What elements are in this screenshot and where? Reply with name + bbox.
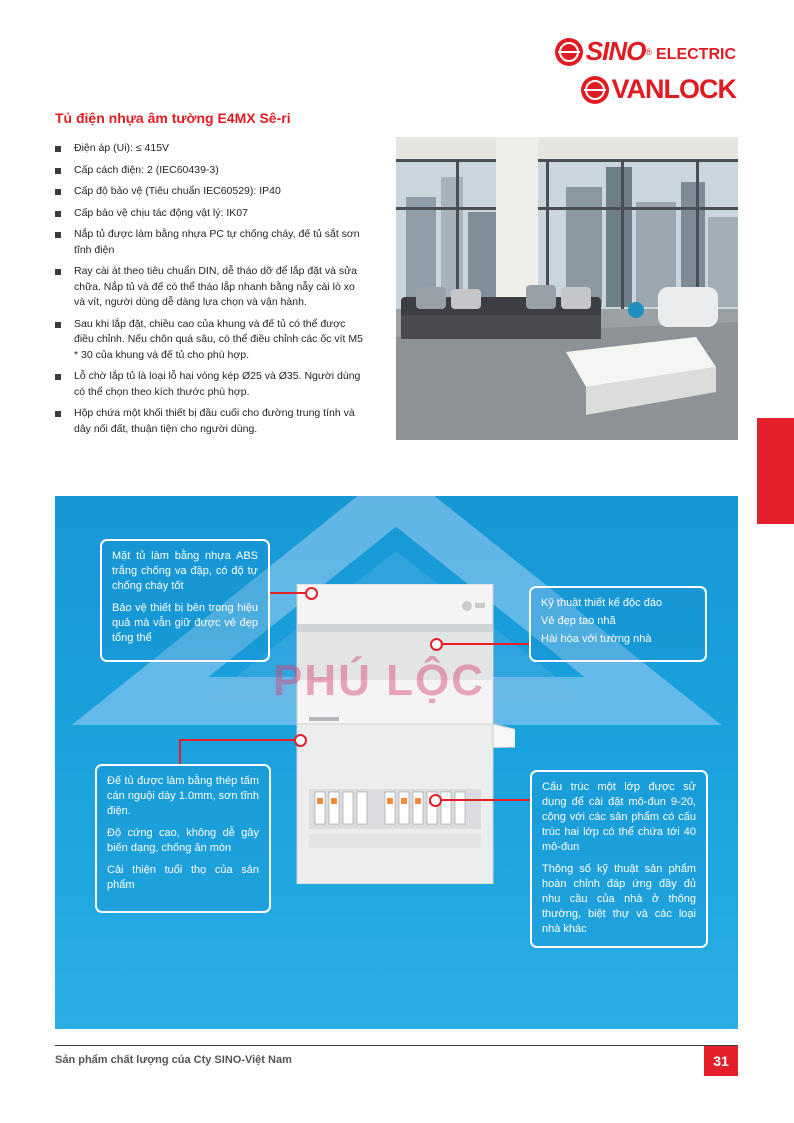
callout-text: Độ cứng cao, không dễ gây biến dạng, chống ăn mòn [107,827,259,854]
spec-item: Cấp độ bảo vệ (Tiêu chuẩn IEC60529): IP40 [55,184,365,200]
connector-dot [429,794,442,807]
spec-item: Ray cài át theo tiêu chuẩn DIN, dễ tháo dỡ để lắp đặt và sửa chữa. Nắp tủ và đế có thể tháo lắp nhanh bằng nẫy cài lò xo và vít, người dùng dễ dàng lựa chọn và vận hành. [55,264,365,311]
callout-text: Bảo vệ thiết bị bên trong hiệu quả mà vẫn giữ được vẻ đẹp tổng thể [112,602,258,644]
connector-line [270,592,310,594]
connector-line [179,739,181,764]
living-room-photo [396,137,738,440]
connector-line [440,643,529,645]
spec-item: Nắp tủ được làm bằng nhựa PC tự chống cháy, đế tủ sắt sơn tĩnh điện [55,227,365,258]
connector-dot [305,587,318,600]
registered-mark: ® [645,46,652,57]
connector-line [440,799,530,801]
callout-text: Cấu trúc một lớp được sử dụng để cài đặt mô-đun 9-20, cộng với các sản phẩm có cấu trúc hai lớp có thể chứa tới 40 mô-đun [542,781,696,853]
callout-cover-material [100,539,270,662]
vanlock-logo [581,74,737,105]
spec-item: Sau khi lắp đặt, chiều cao của khung và đế tủ có thể được điều chỉnh. Nếu chôn quá sâu, có thể điều chỉnh các ốc vít M5 * 30 của khung và đế tủ cho phù hợp. [55,317,365,364]
product-title: Tủ điện nhựa âm tường E4MX Sê-ri [55,110,291,126]
callout-structure [530,770,708,948]
callout-text: Cải thiện tuổi thọ của sản phẩm [107,864,259,891]
spec-item: Cấp cách điện: 2 (IEC60439-3) [55,163,365,179]
sino-logo-text: SINO [585,36,646,66]
callout-text: Hài hòa với tường nhà [541,633,652,645]
section-tab [757,418,794,524]
electric-logo-text: ELECTRIC [656,45,736,63]
brand-logos [556,36,736,108]
callout-text: Đế tủ được làm bằng thép tấm cán nguội dày 1.0mm, sơn tĩnh điện. [107,775,259,817]
callout-base-material [95,764,271,913]
callout-text: Thông số kỹ thuật sản phẩm hoàn chỉnh đáp ứng đầy đủ nhu cầu của nhà ở thông thường, biệt thự và các loại nhà khác [542,863,696,935]
feature-panel [55,496,738,1029]
globe-icon [555,38,583,66]
spec-item: Điện áp (Ui): ≤ 415V [55,141,365,157]
footer-divider [55,1045,738,1046]
watermark-text: PHÚ LỘC [273,656,485,705]
callout-design [529,586,707,662]
spec-item: Hộp chứa một khối thiết bị đầu cuối cho đường trung tính và dây nối đất, thuận tiện cho người dùng. [55,406,365,437]
page-number: 31 [704,1046,738,1076]
footer-text: Sản phẩm chất lượng của Cty SINO-Việt Nam [55,1054,292,1066]
spec-item: Cấp bảo vệ chịu tác động vật lý: IK07 [55,206,365,222]
connector-line [179,739,297,741]
sino-electric-logo [555,36,736,67]
vanlock-emblem-icon [581,76,609,104]
vanlock-logo-text: VANLOCK [611,74,736,104]
distribution-cabinet-image [295,584,515,884]
callout-text: Mặt tủ làm bằng nhựa ABS trắng chống va đập, có độ tự chống cháy tốt [112,550,258,592]
spec-list [55,141,365,443]
connector-dot [294,734,307,747]
callout-text: Kỹ thuật thiết kế độc đáo [541,597,663,609]
spec-item: Lỗ chờ lắp tủ là loại lỗ hai vòng kép Ø25 và Ø35. Người dùng có thể chọn theo kích thước phù hợp. [55,369,365,400]
connector-dot [430,638,443,651]
callout-text: Vẻ đẹp tao nhã [541,615,616,627]
